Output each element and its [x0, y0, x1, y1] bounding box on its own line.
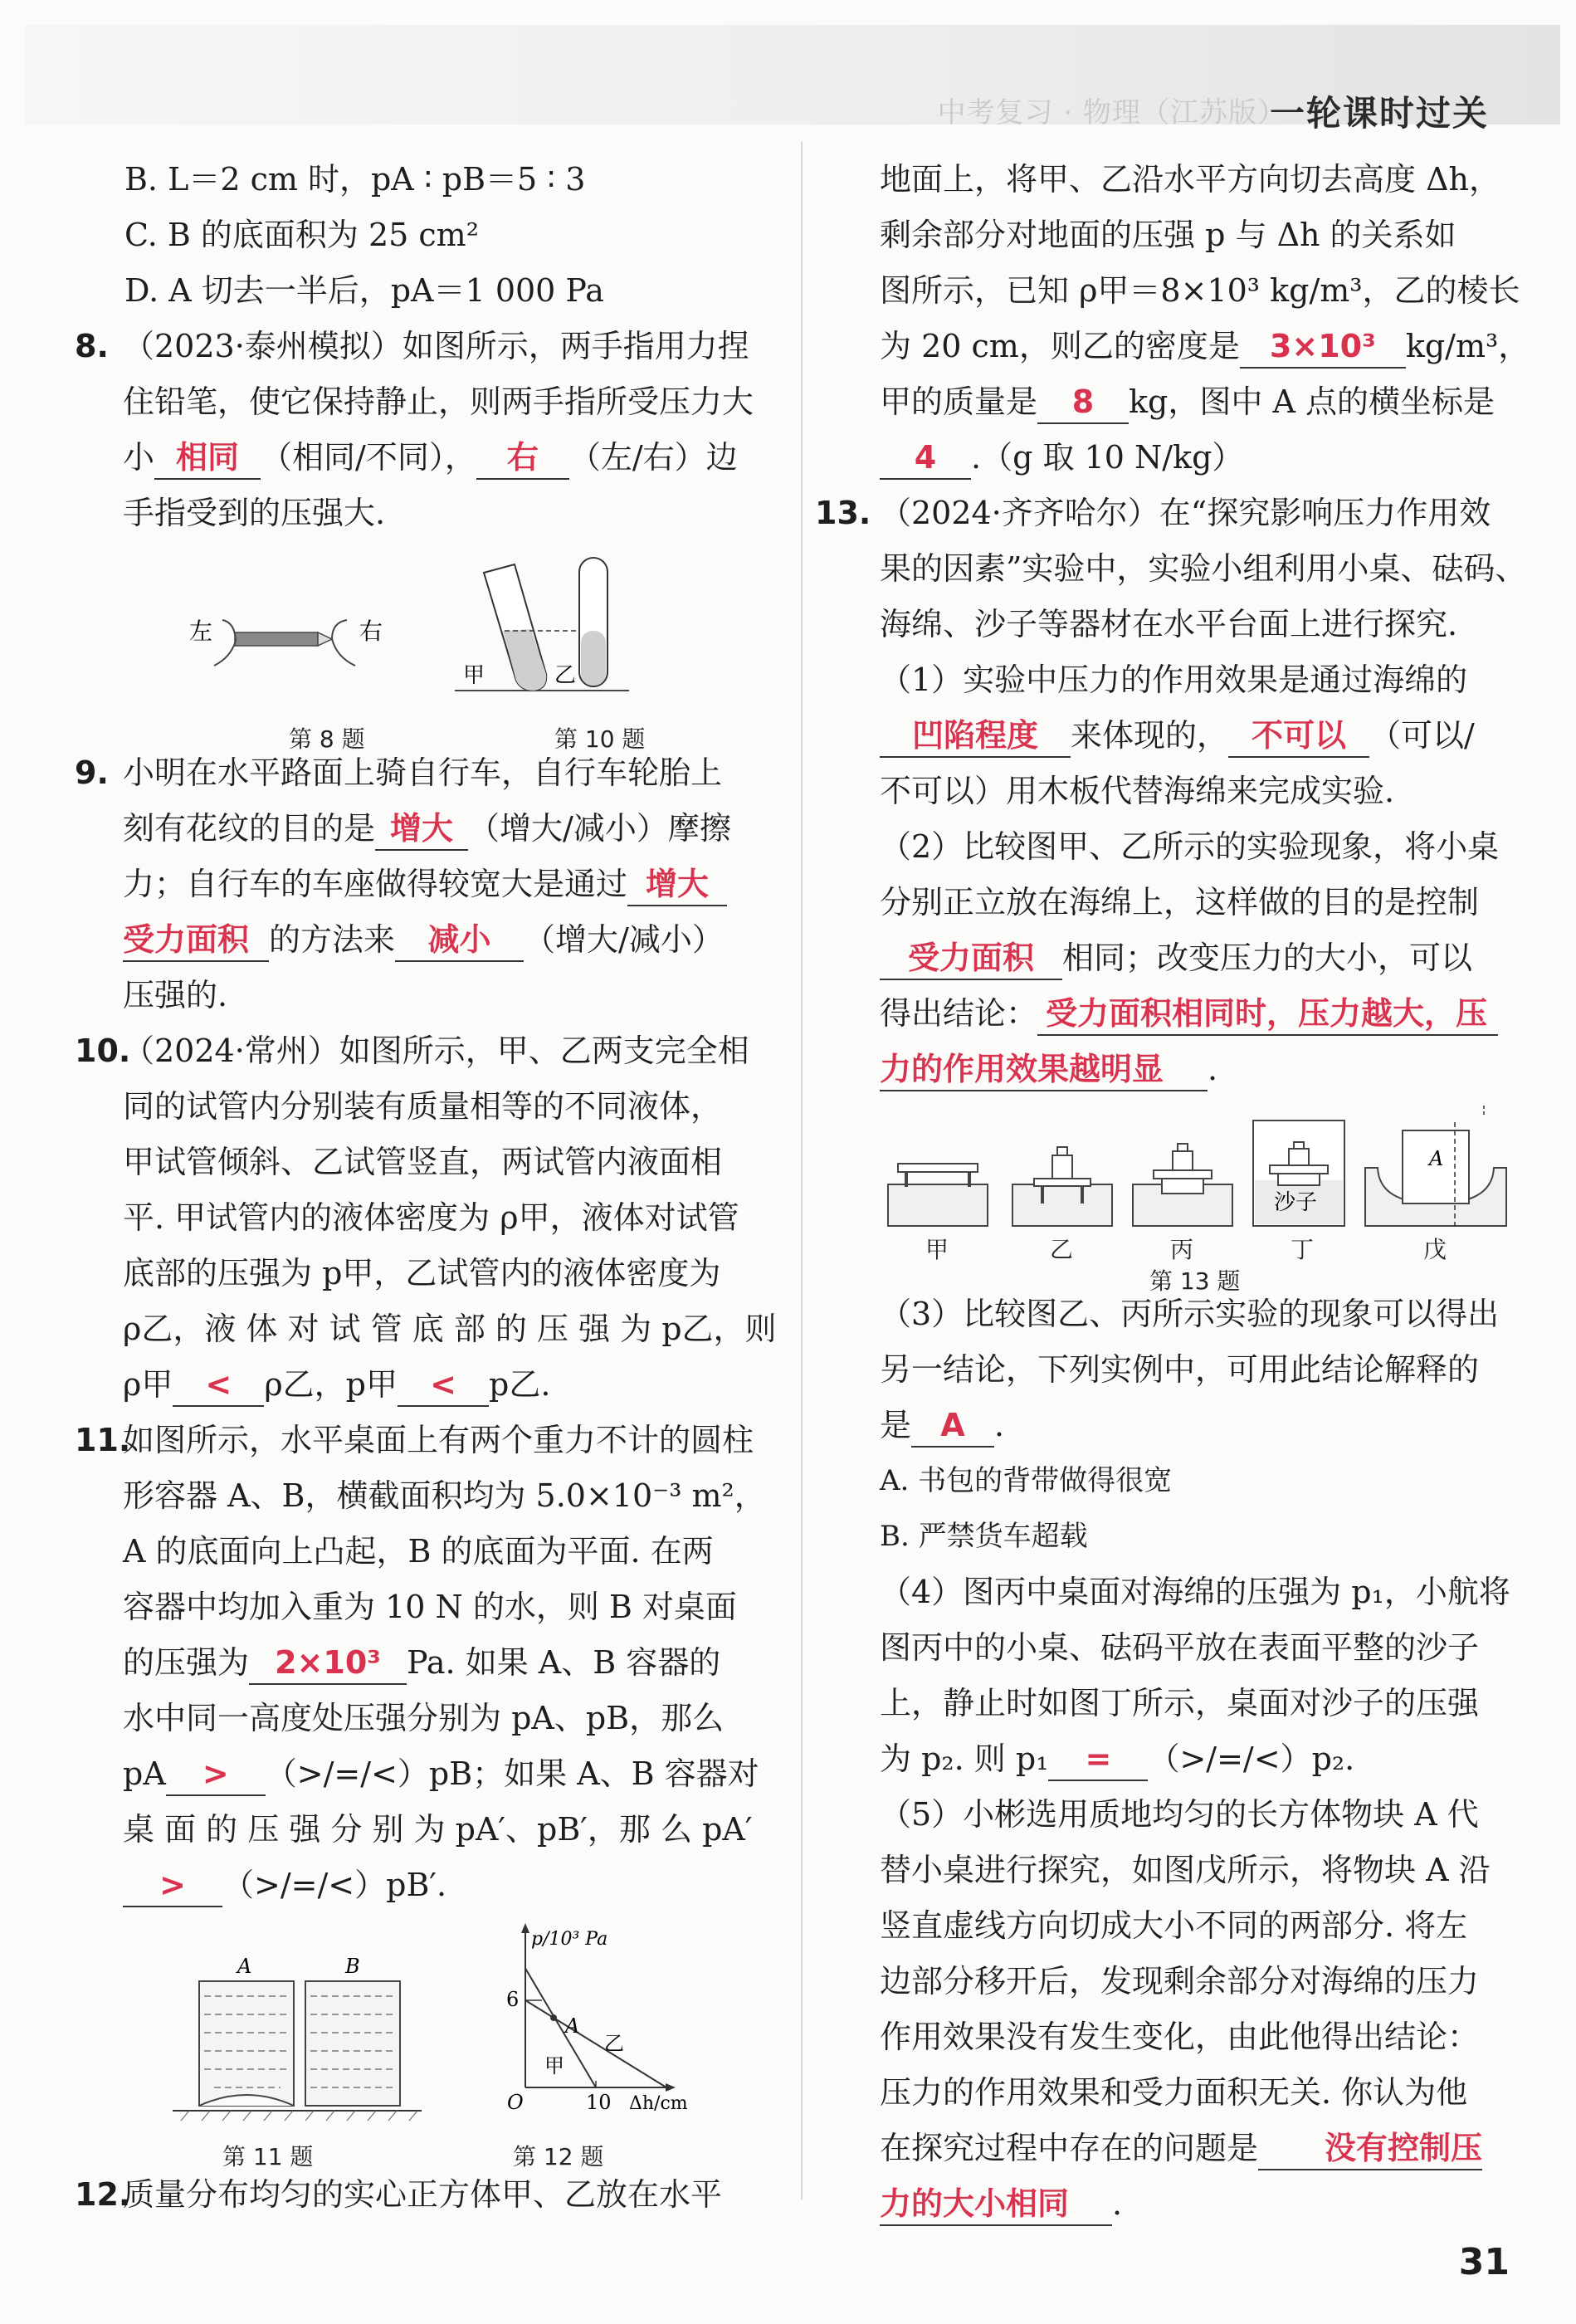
q13-p5-line3: 竖直虚线方向切成大小不同的两部分. 将左 [880, 1907, 1468, 1944]
q10-line2: 同的试管内分别装有质量相等的不同液体， [123, 1088, 723, 1125]
table-top-yi [1034, 1179, 1091, 1186]
q10-number: 10. [75, 1033, 131, 1069]
q13-p3-option-a: A. 书包的背带做得很宽 [880, 1464, 1173, 1497]
q11-answer-2: > [166, 1753, 266, 1796]
q13-p1-line2a: 来体现的， [1071, 717, 1229, 754]
q10-line1: （2024·常州）如图所示，甲、乙两支完全相 [123, 1033, 749, 1069]
q13-p3-line3b: . [994, 1407, 1005, 1443]
left-column [75, 152, 777, 2223]
pencil-body [235, 632, 318, 646]
q13-p4-line4b: （>/=/<）p₂. [1148, 1741, 1355, 1777]
q9-answer-1: 增大 [375, 808, 468, 851]
q10-answer-1: < [173, 1364, 264, 1407]
fig10-jia-label: 甲 [463, 663, 485, 688]
graph-y-arrow [521, 1923, 529, 1933]
left-finger [214, 620, 236, 666]
q12-line2: 地面上，将甲、乙沿水平方向切去高度 Δh， [880, 161, 1500, 198]
question-12-cont [880, 152, 1530, 486]
q7-option-c: C. B 的底面积为 25 cm² [124, 217, 479, 253]
q7-option-b: B. L＝2 cm 时，pA ∶ pB＝5 ∶ 3 [124, 161, 586, 198]
q9-line2a: 刻有花纹的目的是 [123, 810, 376, 847]
q13-p3-line1: （3）比较图乙、丙所示实验的现象可以得出 [880, 1296, 1500, 1332]
q9-line3a: 力；自行车的车座做得较宽大是通过 [123, 866, 628, 902]
q13-p3-line2: 另一结论，下列实例中，可用此结论解释的 [880, 1351, 1480, 1388]
q13-p5-line7a: 在探究过程中存在的问题是 [880, 2130, 1259, 2166]
q13-p2-answer-1: 受力面积 [880, 937, 1062, 980]
question-13 [815, 486, 1527, 2232]
q11-line9b: （>/=/<）pB′. [222, 1867, 447, 1903]
q10-line7a: ρ甲 [123, 1366, 173, 1403]
q12-answer-2: 8 [1037, 381, 1129, 424]
header-band [25, 25, 1560, 134]
q10-line4: 平. 甲试管内的液体密度为 ρ甲，液体对试管 [123, 1199, 739, 1236]
q9-answer-2b: 受力面积 [123, 919, 269, 962]
q10-line6: ρ乙，液 体 对 试 管 底 部 的 压 强 为 p乙，则 [123, 1311, 777, 1347]
q13-line2: 果的因素”实验中，实验小组利用小桌、砝码、 [880, 550, 1527, 587]
vertical-tube-liquid [581, 631, 606, 686]
q11-number: 11. [75, 1422, 131, 1458]
q13-p3-answer: A [911, 1404, 994, 1448]
graph-point-a [550, 2014, 557, 2021]
sponge-yi [1012, 1184, 1112, 1226]
table-top-ding [1270, 1165, 1328, 1174]
graph-x10-label: 10 [586, 2091, 612, 2114]
q12-answer-1: 3×10³ [1240, 325, 1406, 369]
q11-line8: 桌 面 的 压 强 分 别 为 pA′、pB′，那 么 pA′ [123, 1811, 753, 1848]
q11-line5a: 的压强为 [123, 1644, 250, 1681]
q11-line7a: pA [123, 1755, 166, 1792]
q9-answer-3: 减小 [395, 919, 524, 962]
container-a-label: A [237, 1955, 252, 1978]
graph-origin: O [507, 2091, 524, 2114]
page-number: 31 [1458, 2241, 1510, 2283]
q13-line1: （2024·齐齐哈尔）在“探究影响压力作用效 [880, 495, 1491, 531]
q13-number: 13. [815, 495, 871, 531]
q12-answer-3: 4 [880, 437, 971, 480]
q13-p1-line3: 不可以）用木板代替海绵来完成实验. [880, 773, 1395, 809]
q12-line5b: kg/m³， [1405, 328, 1530, 364]
q9-line4b: （增大/减小） [524, 921, 724, 958]
weight-yi [1052, 1155, 1072, 1179]
q13-p5-line2: 替小桌进行探究，如图戊所示，将物块 A 沿 [880, 1852, 1491, 1888]
q8-line3c: （左/右）边 [568, 439, 738, 476]
q13-p1-line1: （1）实验中压力的作用效果是通过海绵的 [880, 662, 1468, 698]
q13-p5-end: . [1112, 2185, 1123, 2222]
q13-p5-line1: （5）小彬选用质地均匀的长方体物块 A 代 [880, 1796, 1479, 1833]
q13-p2-line3b: 相同；改变压力的大小，可以 [1062, 940, 1473, 976]
q13-p5-line5: 作用效果没有发生变化，由此他得出结论： [880, 2019, 1480, 2055]
weight-bing [1173, 1151, 1193, 1170]
graph-point-a-label: A [565, 2014, 580, 2038]
q13-p3-line3a: 是 [880, 1407, 912, 1443]
graph-x-arrow [666, 2083, 676, 2092]
fig13-label-bing: 丙 [1170, 1236, 1194, 1263]
q8-answer-2: 右 [476, 437, 569, 480]
q9-number: 9. [75, 754, 109, 791]
q10-line7c: p乙. [489, 1366, 551, 1403]
fig13-label-jia: 甲 [925, 1236, 949, 1263]
graph-jia-label: 甲 [544, 2054, 564, 2077]
q11-line7b: （>/=/<）pB；如果 A、B 容器对 [265, 1755, 759, 1792]
q7-option-d: D. A 切去一半后，pA＝1 000 Pa [124, 272, 604, 309]
q8-line3a: 小 [123, 439, 155, 476]
q10-line7b: ρ乙，p甲 [264, 1366, 398, 1403]
right-finger [332, 620, 355, 666]
q12-line3: 剩余部分对地面的压强 p 与 Δh 的关系如 [880, 217, 1456, 253]
q12-line4: 图所示，已知 ρ甲＝8×10³ kg/m³，乙的棱长 [880, 272, 1520, 309]
q8-line2: 住铅笔，使它保持静止，则两手指所受压力大 [123, 383, 754, 420]
q8-line3b: （相同/不同）， [261, 439, 476, 476]
question-11 [75, 1413, 766, 1913]
q8-number: 8. [75, 328, 109, 364]
fig10-caption: 第 10 题 [554, 725, 646, 753]
graph-y6-label: 6 [506, 1988, 520, 2011]
fig8-left-label: 左 [189, 618, 213, 645]
q12-line6b: kg，图中 A 点的横坐标是 [1129, 383, 1495, 420]
q11-answer-1: 2×10³ [249, 1642, 407, 1685]
figures-11-12 [123, 1921, 766, 2170]
q13-line3: 海绵、沙子等器材在水平台面上进行探究. [880, 606, 1458, 642]
q13-p4-line2: 图丙中的小桌、砝码平放在表面平整的沙子 [880, 1629, 1480, 1666]
q13-p2-answer-2b: 力的作用效果越明显 [880, 1048, 1208, 1091]
q13-p2-line1: （2）比较图甲、乙所示的实验现象，将小桌 [880, 828, 1500, 865]
q10-answer-2: < [398, 1364, 489, 1407]
q13-p2-line4a: 得出结论： [880, 995, 1038, 1032]
q13-p5-answer-1: 没有控制压 [1258, 2127, 1482, 2170]
question-10 [75, 1023, 777, 1413]
column-divider [801, 141, 803, 2200]
pencil-tip [318, 632, 332, 646]
q11-line5b: Pa. 如果 A、B 容器的 [407, 1644, 721, 1681]
fig8-right-label: 右 [359, 618, 383, 645]
q13-p4-line1: （4）图丙中桌面对海绵的压强为 p₁，小航将 [880, 1574, 1510, 1610]
q13-p2-line2: 分别正立放在海绵上，这样做的目的是控制 [880, 884, 1480, 920]
q13-p4-line3: 上，静止时如图丁所示，桌面对沙子的压强 [880, 1685, 1480, 1721]
fig13-label-yi: 乙 [1050, 1236, 1074, 1263]
q13-p5-line6: 压力的作用效果和受力面积无关. 你认为他 [880, 2074, 1468, 2111]
header-faded-text: 中考复习 · 物理（江苏版） [937, 96, 1286, 129]
header-title: 一轮课时过关 [1269, 93, 1489, 134]
table-top-bing [1154, 1170, 1212, 1179]
q13-p3-option-b: B. 严禁货车超载 [880, 1520, 1088, 1553]
q13-p2-end: . [1208, 1051, 1218, 1087]
fig13-caption: 第 13 题 [1149, 1267, 1241, 1295]
q9-answer-2a: 增大 [627, 863, 727, 906]
weight-ding [1289, 1149, 1309, 1165]
q12-line7b: .（g 取 10 N/kg） [971, 439, 1244, 476]
q10-line5: 底部的压强为 p甲，乙试管内的液体密度为 [123, 1255, 721, 1291]
q11-answer-3: > [123, 1864, 222, 1907]
q11-line6: 水中同一高度处压强分别为 pA、pB，那么 [123, 1700, 725, 1736]
q13-p5-answer-2: 力的大小相同 [880, 2183, 1112, 2226]
q11-line2: 形容器 A、B，横截面积均为 5.0×10⁻³ m²， [123, 1477, 766, 1514]
pressure-graph [506, 1923, 688, 2114]
q13-p1-line2b: （可以/ [1369, 717, 1475, 754]
block-a-label: A [1429, 1147, 1444, 1170]
desk-hatching [181, 2111, 417, 2121]
q12-line5a: 为 20 cm，则乙的密度是 [880, 328, 1240, 364]
q11-line4: 容器中均加入重为 10 N 的水，则 B 对桌面 [123, 1589, 737, 1625]
q12-line1: 质量分布均匀的实心正方体甲、乙放在水平 [123, 2176, 723, 2213]
q13-p5-line4: 边部分移开后，发现剩余部分对海绵的压力 [880, 1963, 1480, 1999]
q8-answer-1: 相同 [154, 437, 261, 480]
q9-line1: 小明在水平路面上骑自行车，自行车轮胎上 [123, 754, 723, 791]
containers-graph-figure [156, 1921, 787, 2133]
figure-13 [880, 1106, 1510, 1295]
right-column [815, 152, 1530, 2232]
graph-x-label: Δh/cm [629, 2093, 688, 2114]
table-sponge-figure [880, 1106, 1510, 1247]
container-b [305, 1981, 400, 2106]
q13-p4-line4a: 为 p₂. 则 p₁ [880, 1741, 1049, 1777]
question-8 [75, 319, 766, 541]
question-9 [75, 745, 766, 1023]
question-12-start [75, 2167, 766, 2223]
fig10-yi-label: 乙 [554, 663, 577, 688]
q11-line1: 如图所示，水平桌面上有两个重力不计的圆柱 [123, 1422, 754, 1458]
q9-line4a: 的方法来 [269, 921, 396, 958]
graph-y-label: p/10³ Pa [531, 1929, 608, 1950]
figures-8-10 [123, 549, 766, 753]
sand-label: 沙子 [1274, 1190, 1318, 1215]
q13-p1-answer-2: 不可以 [1228, 715, 1369, 758]
q12-number: 12. [75, 2176, 131, 2213]
q13-p1-answer-1: 凹陷程度 [880, 715, 1071, 758]
q13-p4-answer: = [1048, 1738, 1148, 1781]
q12-line6a: 甲的质量是 [880, 383, 1038, 420]
fig12-caption: 第 12 题 [513, 2143, 604, 2170]
container-b-label: B [345, 1955, 360, 1978]
q9-line2b: （增大/减小）摩擦 [468, 810, 731, 847]
q8-line4: 手指受到的压强大. [123, 495, 386, 531]
sponge-jia [888, 1184, 988, 1226]
fig13-label-wu: 戊 [1423, 1236, 1447, 1263]
q8-line1: （2023·泰州模拟）如图所示，两手指用力捏 [123, 328, 749, 364]
q9-line5: 压强的. [123, 977, 228, 1013]
pencil-test-tube-figure [189, 549, 770, 707]
fig13-label-ding: 丁 [1291, 1236, 1315, 1263]
fig11-caption: 第 11 题 [222, 2143, 314, 2170]
fig8-caption: 第 8 题 [289, 725, 365, 753]
q13-p2-answer-2a: 受力面积相同时，压力越大，压 [1037, 993, 1498, 1036]
q11-line3: A 的底面向上凸起，B 的底面为平面. 在两 [123, 1533, 714, 1570]
graph-yi-label: 乙 [604, 2032, 624, 2055]
q10-line3: 甲试管倾斜、乙试管竖直，两试管内液面相 [123, 1144, 723, 1180]
table-top-jia [898, 1164, 978, 1172]
